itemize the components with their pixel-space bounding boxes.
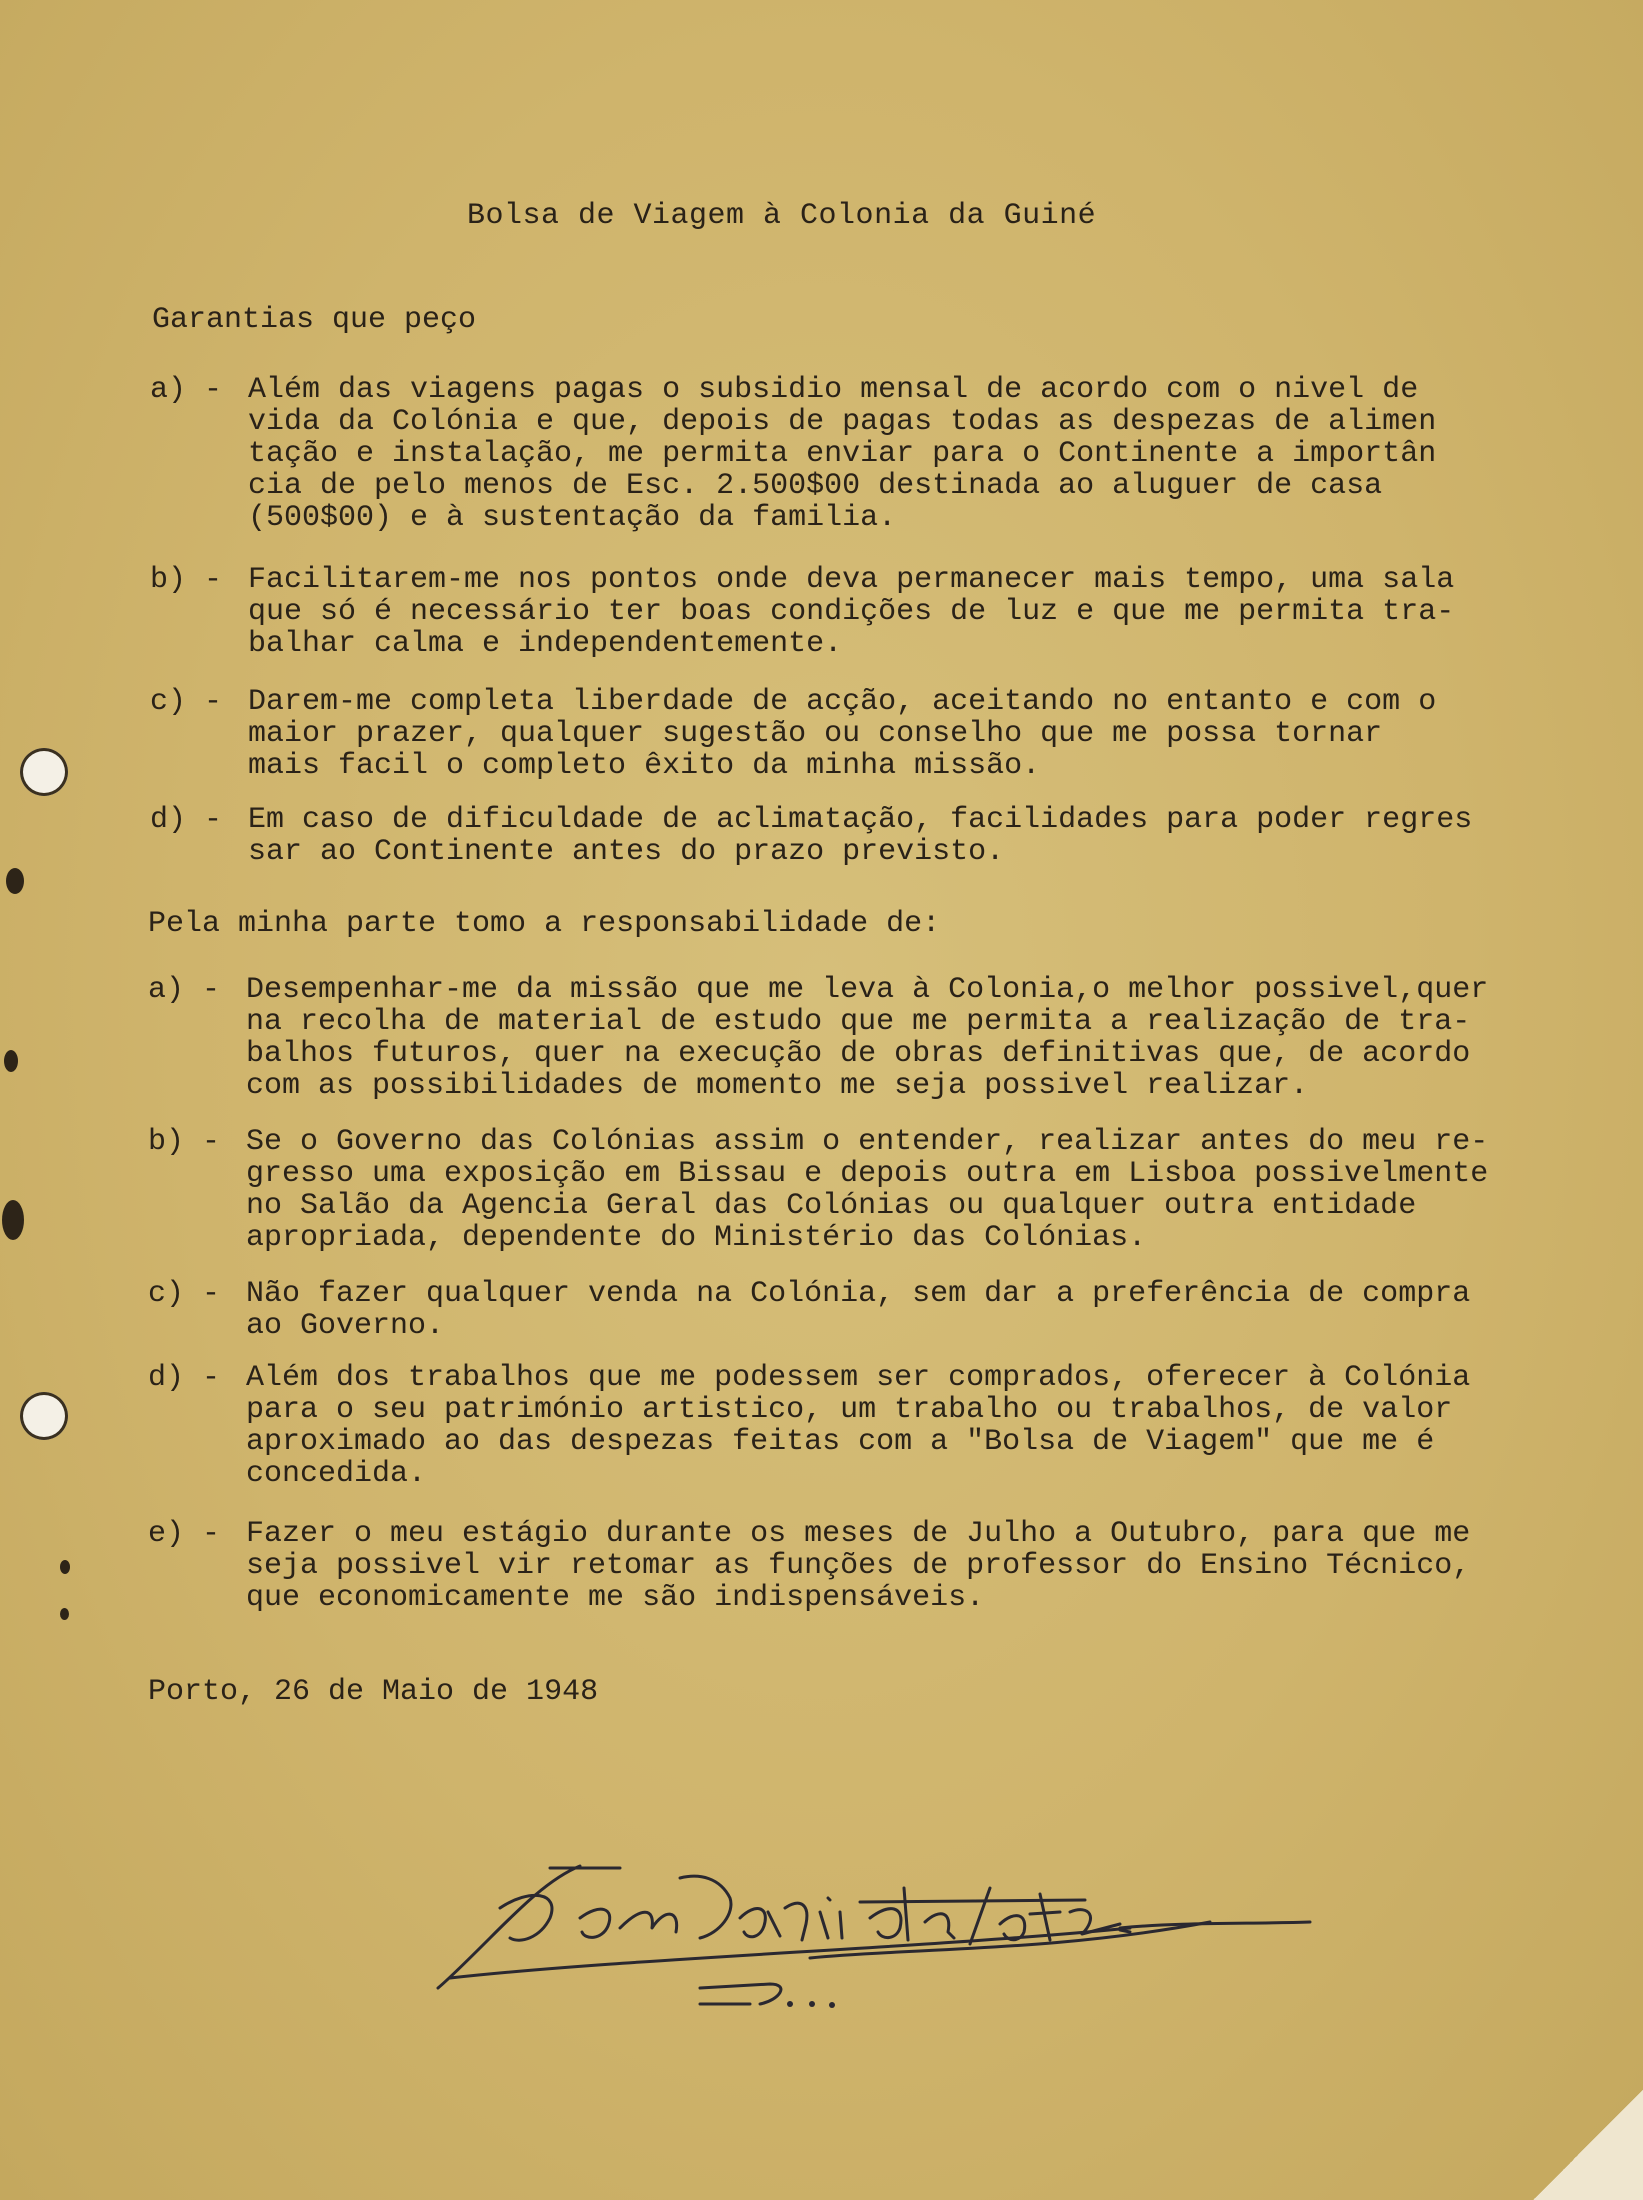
guarantee-item-b [150, 564, 1588, 660]
responsibility-item-b [148, 1126, 1586, 1254]
line: balhar calma e independentemente. [248, 627, 843, 661]
item-label: b) - [150, 563, 223, 597]
line: Darem-me completa liberdade de acção, aceitando no entanto e com o [248, 685, 1437, 719]
responsibility-item-e [148, 1518, 1586, 1614]
responsibilities-heading: Pela minha parte tomo a responsabilidade de: [148, 907, 941, 941]
item-label: a) - [148, 973, 221, 1007]
punch-hole-top [20, 748, 68, 796]
line: vida da Colónia e que, depois de pagas todas as despezas de alimen [248, 405, 1437, 439]
item-label: c) - [150, 685, 223, 719]
item-body [246, 1362, 1586, 1490]
item-label: b) - [148, 1125, 221, 1159]
line: maior prazer, qualquer sugestão ou conselho que me possa tornar [248, 717, 1383, 751]
line: ao Governo. [246, 1309, 445, 1343]
item-body [248, 564, 1588, 660]
line: Fazer o meu estágio durante os meses de Julho a Outubro, para que me [246, 1517, 1471, 1551]
line: no Salão da Agencia Geral das Colónias ou qualquer outra entidade [246, 1189, 1417, 1223]
item-body [248, 804, 1588, 868]
line: gresso uma exposição em Bissau e depois outra em Lisboa possivelmente [246, 1157, 1489, 1191]
responsibility-item-a [148, 974, 1586, 1102]
line: sar ao Continente antes do prazo previsto. [248, 835, 1005, 869]
line: Não fazer qualquer venda na Colónia, sem dar a preferência de compra [246, 1277, 1471, 1311]
line: aproximado ao das despezas feitas com a "Bolsa de Viagem" que me é [246, 1425, 1435, 1459]
line: Facilitarem-me nos pontos onde deva permanecer mais tempo, uma sala [248, 563, 1455, 597]
line: Além dos trabalhos que me podessem ser comprados, oferecer à Colónia [246, 1361, 1471, 1395]
line: balhos futuros, quer na execução de obras definitivas que, de acordo [246, 1037, 1471, 1071]
line: Em caso de dificuldade de aclimatação, facilidades para poder regres [248, 803, 1473, 837]
item-label: c) - [148, 1277, 221, 1311]
responsibility-item-c [148, 1278, 1586, 1342]
line: tação e instalação, me permita enviar para o Continente a importân [248, 437, 1437, 471]
item-body [248, 686, 1588, 782]
ink-stain [60, 1608, 69, 1620]
line: Desempenhar-me da missão que me leva à Colonia,o melhor possivel,quer [246, 973, 1489, 1007]
guarantees-heading: Garantias que peço [152, 303, 477, 337]
line: que economicamente me são indispensáveis. [246, 1581, 985, 1615]
item-body [246, 1278, 1586, 1342]
item-body [246, 1126, 1586, 1254]
guarantee-item-c [150, 686, 1588, 782]
line: apropriada, dependente do Ministério das Colónias. [246, 1221, 1147, 1255]
ink-stain [6, 868, 24, 894]
line: Além das viagens pagas o subsidio mensal de acordo com o nivel de [248, 373, 1419, 407]
punch-hole-bottom [20, 1392, 68, 1440]
item-label: d) - [150, 803, 223, 837]
paper-corner [1533, 2090, 1643, 2200]
ink-stain [60, 1560, 70, 1574]
item-label: a) - [150, 373, 223, 407]
ink-stain [4, 1050, 18, 1072]
guarantee-item-a [150, 374, 1588, 534]
item-label: e) - [148, 1517, 221, 1551]
item-body [248, 374, 1588, 534]
line: com as possibilidades de momento me seja possivel realizar. [246, 1069, 1309, 1103]
line: que só é necessário ter boas condições de luz e que me permita tra- [248, 595, 1455, 629]
item-body [246, 974, 1586, 1102]
place-and-date: Porto, 26 de Maio de 1948 [148, 1675, 599, 1709]
line: seja possivel vir retomar as funções de professor do Ensino Técnico, [246, 1549, 1471, 1583]
line: concedida. [246, 1457, 427, 1491]
line: (500$00) e à sustentação da familia. [248, 501, 897, 535]
line: mais facil o completo êxito da minha missão. [248, 749, 1041, 783]
responsibility-item-d [148, 1362, 1586, 1490]
guarantee-item-d [150, 804, 1588, 868]
ink-stain [2, 1200, 24, 1240]
document-title: Bolsa de Viagem à Colonia da Guiné [467, 199, 1097, 233]
line: na recolha de material de estudo que me permita a realização de tra- [246, 1005, 1471, 1039]
line: Se o Governo das Colónias assim o entender, realizar antes do meu re- [246, 1125, 1489, 1159]
item-body [246, 1518, 1586, 1614]
handwritten-signature [430, 1848, 1370, 2018]
line: para o seu património artistico, um trabalho ou trabalhos, de valor [246, 1393, 1453, 1427]
item-label: d) - [148, 1361, 221, 1395]
line: cia de pelo menos de Esc. 2.500$00 destinada ao aluguer de casa [248, 469, 1383, 503]
